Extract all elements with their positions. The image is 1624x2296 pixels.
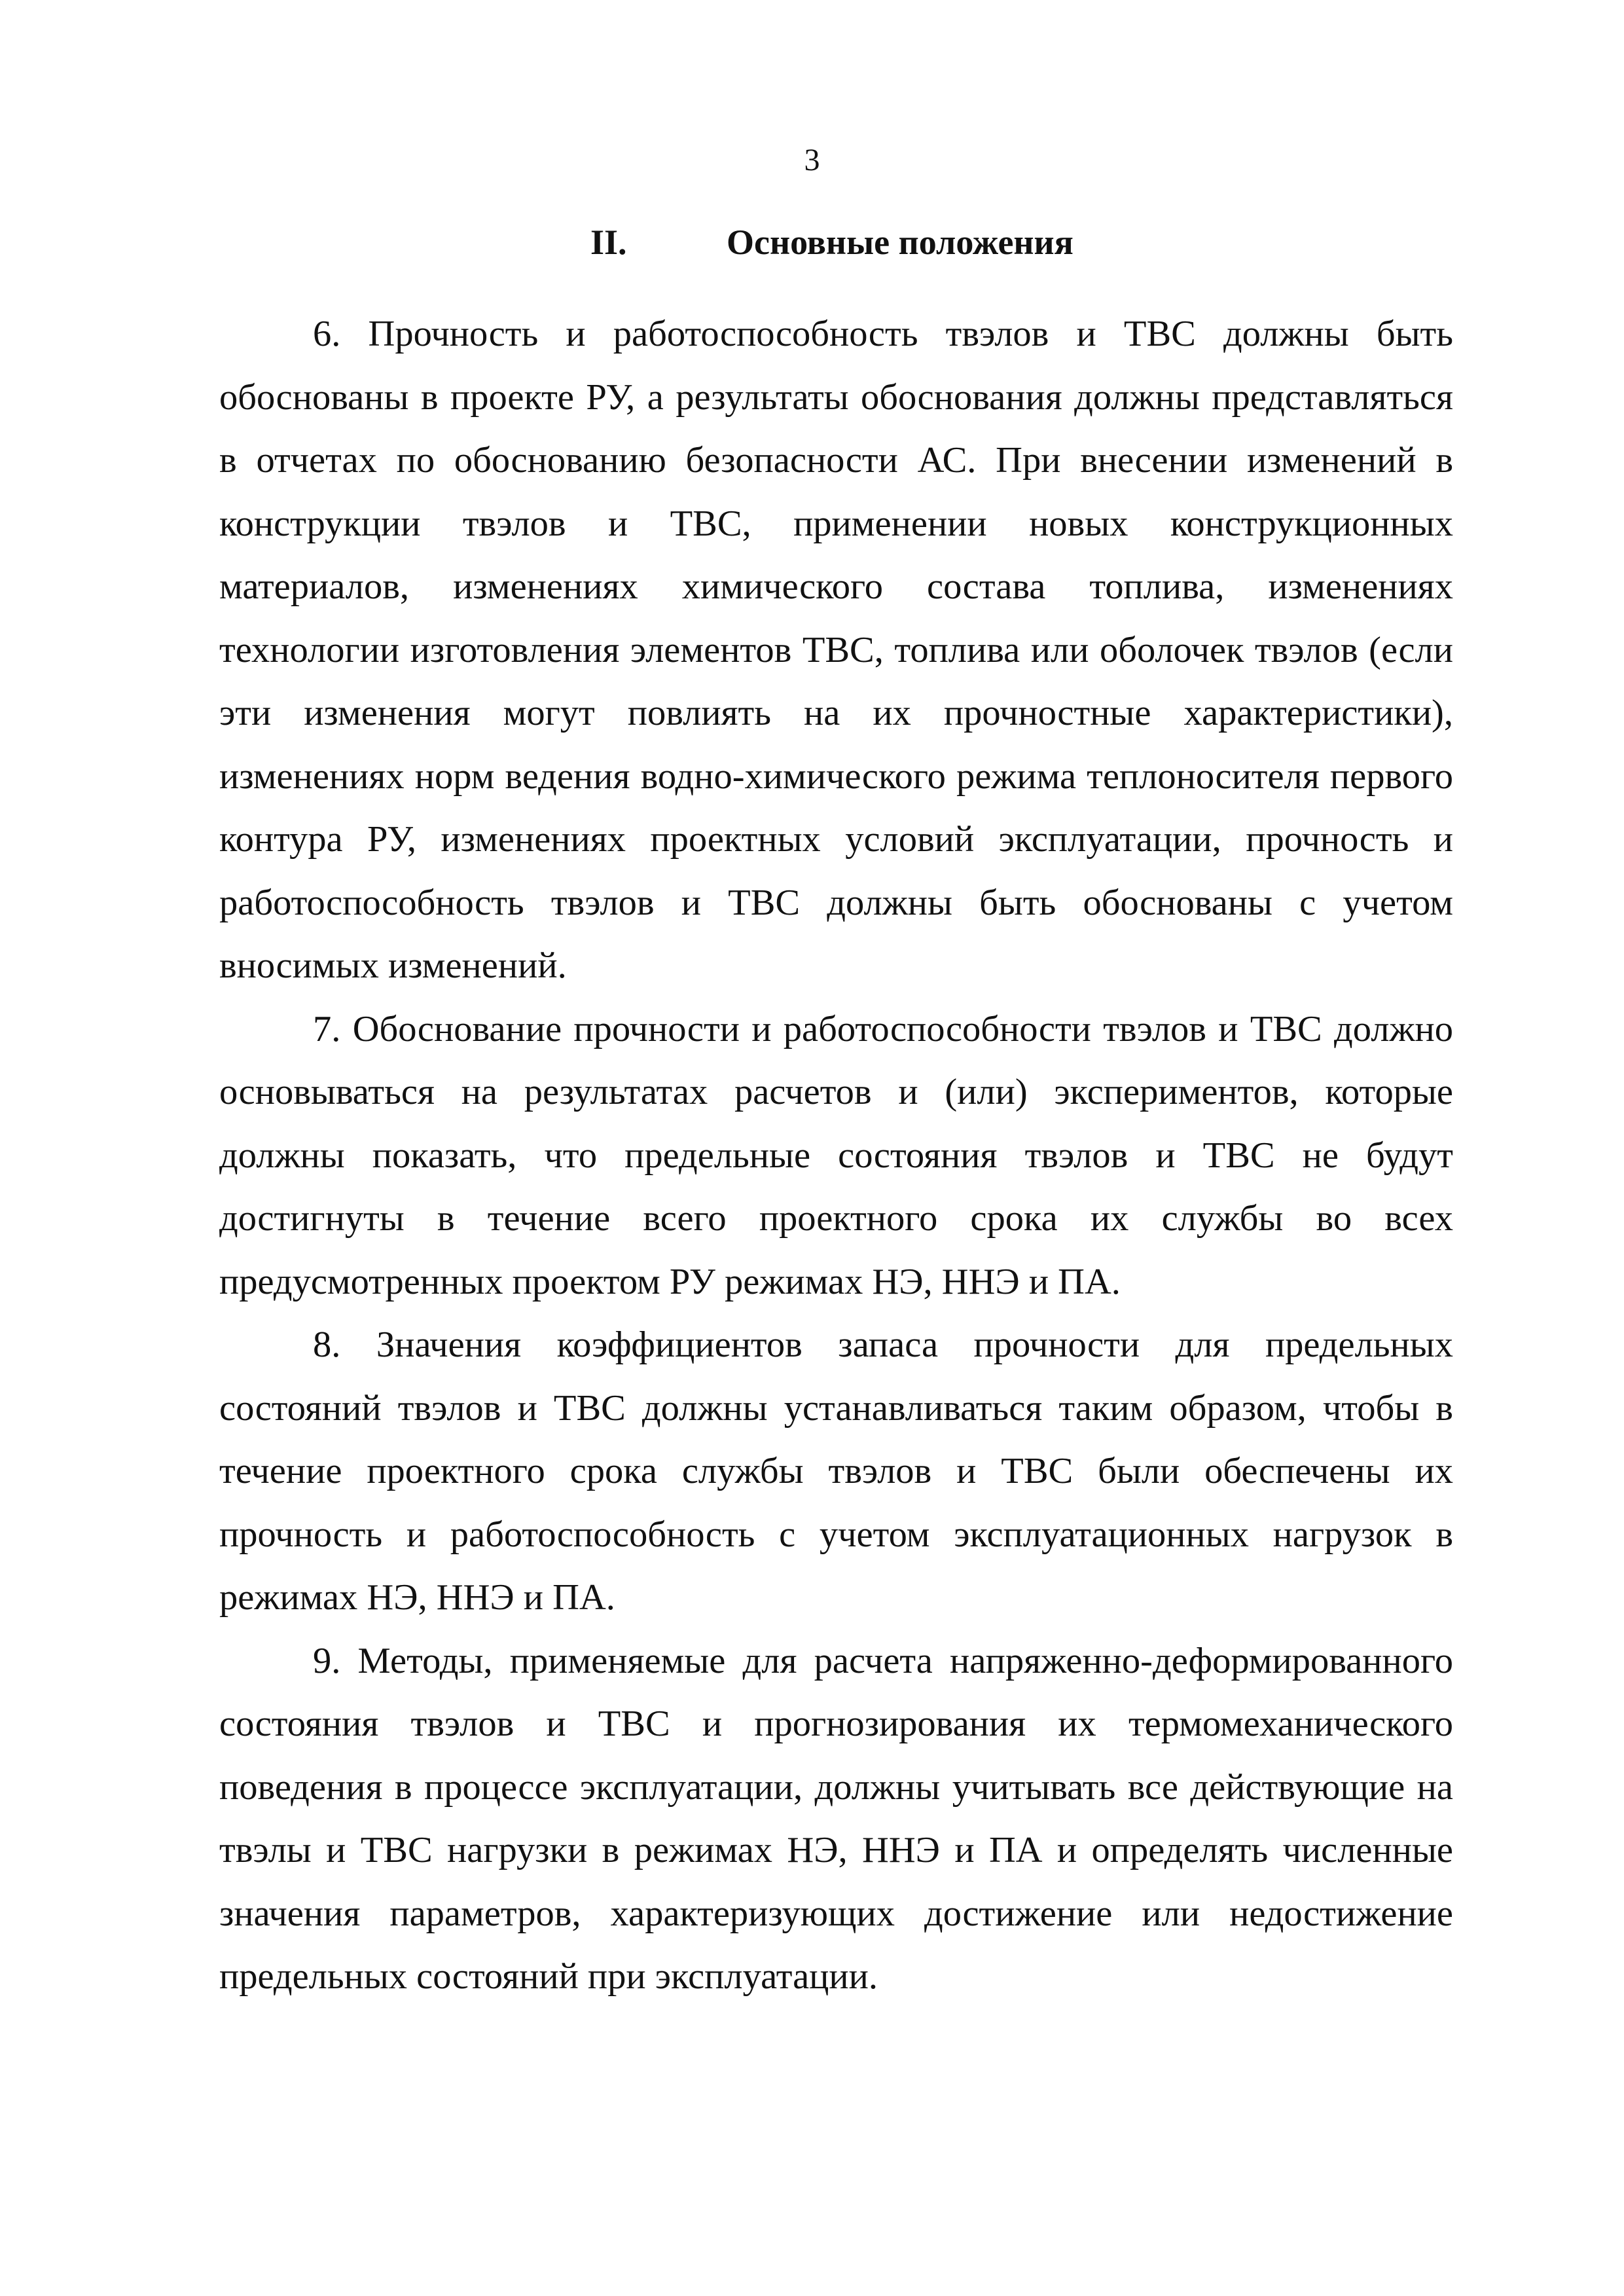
page-number: 3 xyxy=(804,143,820,177)
paragraph-9: 9. Методы, применяемые для расчета напряженно-деформированного состояния твэлов и ТВС и прогнозирования их термомеханического поведения в процессе эксплуатации, должны учитывать все действующие на твэлы и ТВС нагрузки в режимах НЭ, ННЭ и ПА и определять численные значения параметров, характеризующих достижение или недостижение предельных состояний при эксплуатации. xyxy=(219,1640,1453,1997)
section-heading xyxy=(0,216,1624,268)
section-number: II. xyxy=(590,223,627,262)
paragraph-8: 8. Значения коэффициентов запаса прочности для предельных состояний твэлов и ТВС должны устанавливаться таким образом, чтобы в течение проектного срока службы твэлов и ТВС были обеспечены их прочность и работоспособность с учетом эксплуатационных нагрузок в режимах НЭ, ННЭ и ПА. xyxy=(219,1324,1453,1618)
paragraph-6: 6. Прочность и работоспособность твэлов и ТВС должны быть обоснованы в проекте РУ, а результаты обоснования должны представляться в отчетах по обоснованию безопасности АС. При внесении изменений в конструкции твэлов и ТВС, применении новых конструкционных материалов, изменениях химического состава топлива, изменениях технологии изготовления элементов ТВС, топлива или оболочек твэлов (если эти изменения могут повлиять на их прочностные характеристики), изменениях норм ведения водно-химического режима теплоносителя первого контура РУ, изменениях проектных условий эксплуатации, прочность и работоспособность твэлов и ТВС должны быть обоснованы с учетом вносимых изменений. xyxy=(219,314,1453,986)
section-title: Основные положения xyxy=(727,223,1074,262)
document-body xyxy=(219,302,1453,2009)
paragraph-7: 7. Обоснование прочности и работоспособности твэлов и ТВС должно основываться на результатах расчетов и (или) экспериментов, которые должны показать, что предельные состояния твэлов и ТВС не будут достигнуты в течение всего проектного срока их службы во всех предусмотренных проектом РУ режимах НЭ, ННЭ и ПА. xyxy=(219,1008,1453,1302)
